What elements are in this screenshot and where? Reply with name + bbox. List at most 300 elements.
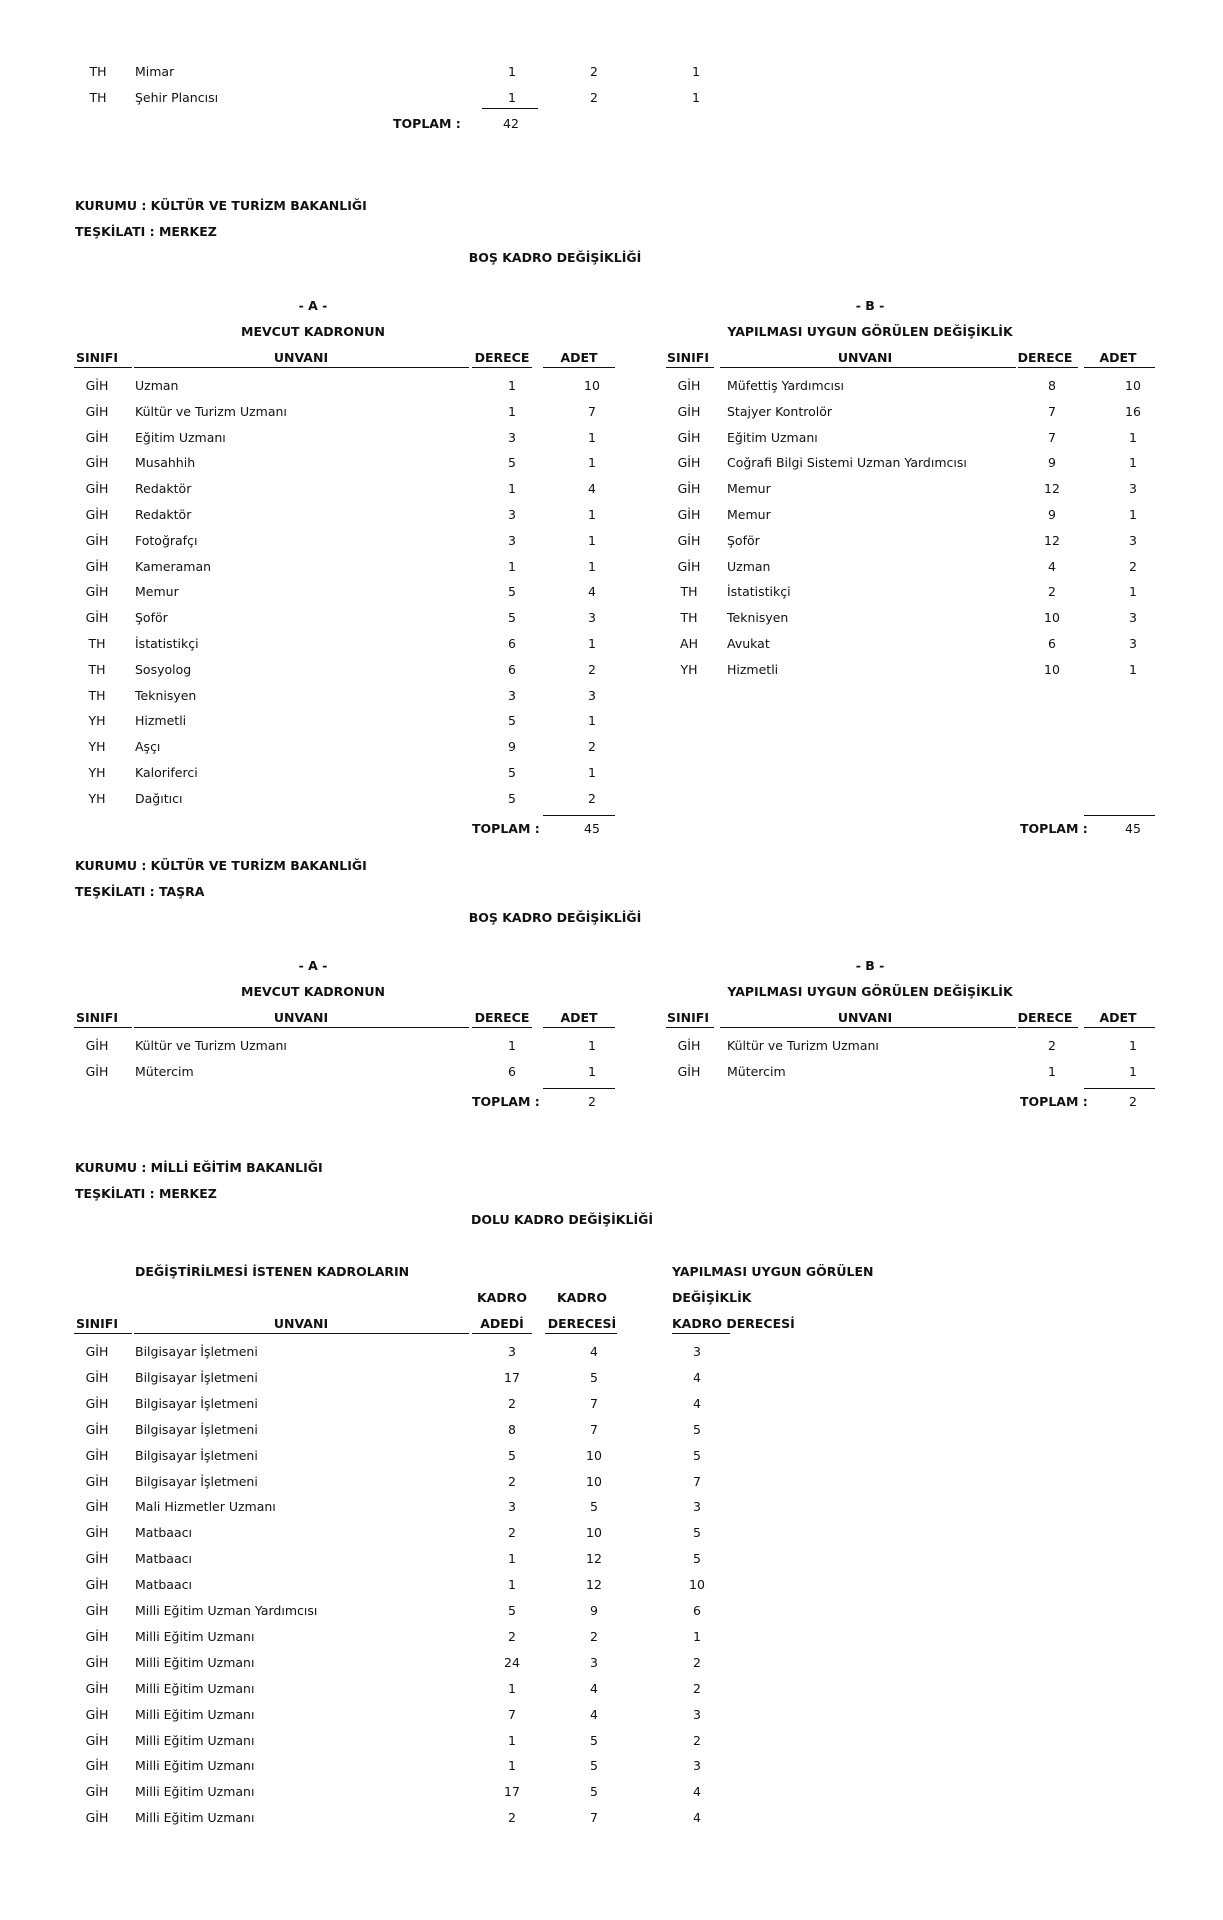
row-adedi: 3 — [508, 1344, 516, 1359]
row-class: GİH — [85, 1810, 109, 1826]
row-class: GİH — [85, 455, 109, 471]
row-class: GİH — [85, 1758, 109, 1774]
header-rule — [543, 1027, 615, 1028]
row-derece: 3 — [508, 532, 516, 548]
row-adet: 1 — [1129, 429, 1137, 445]
row-value: 1 — [508, 64, 516, 79]
total-rule — [1084, 1088, 1155, 1089]
row-class: GİH — [85, 481, 109, 497]
row-title: İstatistikçi — [135, 636, 199, 651]
col-header-unvani: UNVANI — [273, 1316, 329, 1331]
row-title: Uzman — [727, 558, 771, 574]
row-adedi: 1 — [508, 1758, 516, 1774]
row-derece: 5 — [508, 713, 516, 729]
row-derece: 1 — [508, 481, 516, 497]
col-header-adedi: ADEDİ — [480, 1316, 524, 1331]
right-heading: YAPILMASI UYGUN GÖRÜLEN — [672, 1264, 874, 1279]
row-class: GİH — [677, 1038, 701, 1053]
header-rule — [720, 1027, 1016, 1028]
row-title: Stajyer Kontrolör — [727, 403, 832, 419]
row-derecesi: 10 — [586, 1447, 602, 1463]
row-title: Teknisyen — [727, 610, 789, 626]
row-derece: 7 — [1048, 429, 1056, 445]
row-adedi: 2 — [508, 1628, 516, 1644]
row-class: GİH — [85, 1525, 109, 1541]
row-new-derece: 4 — [693, 1810, 701, 1826]
row-adet: 7 — [588, 403, 596, 419]
right-heading: DEĞİŞİKLİK — [672, 1290, 752, 1305]
row-title: Aşçı — [135, 739, 161, 755]
row-derecesi: 9 — [590, 1603, 598, 1618]
row-adedi: 7 — [508, 1706, 516, 1722]
row-derece: 6 — [508, 1063, 516, 1079]
header-rule — [666, 367, 714, 368]
row-title: Mimar — [135, 64, 175, 79]
row-title: Milli Eğitim Uzmanı — [135, 1680, 255, 1696]
row-new-derece: 4 — [693, 1784, 701, 1800]
row-new-derece: 4 — [693, 1395, 701, 1411]
row-new-derece: 5 — [693, 1421, 701, 1437]
row-title: Memur — [727, 481, 771, 497]
row-title: Müfettiş Yardımcısı — [727, 378, 844, 393]
row-adet: 1 — [588, 558, 596, 574]
row-derece: 7 — [1048, 403, 1056, 419]
row-derece: 6 — [508, 661, 516, 677]
row-derece: 8 — [1048, 378, 1056, 393]
row-class: GİH — [85, 1369, 109, 1385]
row-adedi: 2 — [508, 1473, 516, 1489]
row-adet: 10 — [1125, 378, 1141, 393]
row-derecesi: 4 — [590, 1344, 598, 1359]
total-rule — [1084, 815, 1155, 816]
row-title: Kültür ve Turizm Uzmanı — [727, 1038, 879, 1053]
row-class: GİH — [85, 1680, 109, 1696]
row-new-derece: 2 — [693, 1680, 701, 1696]
row-adedi: 2 — [508, 1395, 516, 1411]
row-adet: 16 — [1125, 403, 1141, 419]
row-derecesi: 5 — [590, 1499, 598, 1515]
row-adet: 1 — [1129, 507, 1137, 522]
row-new-derece: 1 — [693, 1628, 701, 1644]
row-class: GİH — [677, 507, 701, 522]
row-new-derece: 5 — [693, 1525, 701, 1541]
row-adet: 3 — [588, 687, 596, 703]
row-class: GİH — [85, 429, 109, 445]
col-header-unvani: UNVANI — [273, 350, 329, 365]
row-title: Eğitim Uzmanı — [135, 429, 226, 445]
row-adet: 3 — [1129, 636, 1137, 651]
row-class: GİH — [677, 481, 701, 497]
row-adedi: 1 — [508, 1551, 516, 1567]
row-title: Sosyolog — [135, 661, 192, 677]
row-title: Mütercim — [135, 1063, 194, 1079]
row-title: İstatistikçi — [727, 584, 791, 600]
panel-b-heading: YAPILMASI UYGUN GÖRÜLEN DEĞİŞİKLİK — [727, 984, 1013, 999]
left-heading: DEĞİŞTİRİLMESİ İSTENEN KADROLARIN — [135, 1264, 410, 1279]
row-derece: 1 — [1048, 1063, 1056, 1079]
row-title: Şehir Plancısı — [135, 90, 219, 105]
row-title: Redaktör — [135, 507, 192, 522]
total-label: TOPLAM : — [472, 820, 540, 836]
row-new-derece: 6 — [693, 1603, 701, 1618]
row-title: Fotoğrafçı — [135, 532, 198, 548]
row-adet: 1 — [1129, 1063, 1137, 1079]
row-title: Kameraman — [135, 558, 212, 574]
row-derece: 1 — [508, 558, 516, 574]
col-header-derece: DERECE — [1017, 1010, 1073, 1025]
row-new-derece: 5 — [693, 1447, 701, 1463]
header-rule — [74, 1333, 132, 1334]
row-class: GİH — [85, 1038, 109, 1053]
col-header-sinifi: SINIFI — [76, 1010, 118, 1025]
row-derecesi: 5 — [590, 1369, 598, 1385]
row-derecesi: 7 — [590, 1421, 598, 1437]
row-title: Kaloriferci — [135, 765, 198, 780]
row-derecesi: 5 — [590, 1758, 598, 1774]
row-adedi: 1 — [508, 1732, 516, 1748]
row-title: Bilgisayar İşletmeni — [135, 1369, 258, 1385]
header-rule — [1084, 1027, 1155, 1028]
row-class: GİH — [85, 1577, 109, 1593]
col-header-kadro: KADRO — [477, 1290, 527, 1305]
row-title: Milli Eğitim Uzman Yardımcısı — [135, 1603, 318, 1618]
row-adet: 1 — [588, 507, 596, 522]
total-value: 2 — [588, 1093, 596, 1109]
row-class: GİH — [85, 378, 109, 393]
panel-a-marker: - A - — [298, 298, 328, 313]
panel-a-marker: - A - — [298, 958, 328, 973]
row-class: YH — [88, 765, 106, 780]
row-class: GİH — [677, 403, 701, 419]
row-derece: 10 — [1044, 610, 1060, 626]
row-title: Bilgisayar İşletmeni — [135, 1447, 258, 1463]
row-title: Bilgisayar İşletmeni — [135, 1344, 258, 1359]
row-title: Matbaacı — [135, 1577, 192, 1593]
row-title: Coğrafi Bilgi Sistemi Uzman Yardımcısı — [727, 455, 967, 471]
row-derecesi: 5 — [590, 1784, 598, 1800]
row-title: Hizmetli — [727, 661, 779, 677]
row-class: GİH — [85, 403, 109, 419]
row-derece: 1 — [508, 403, 516, 419]
row-class: GİH — [85, 1732, 109, 1748]
row-class: GİH — [85, 1603, 109, 1618]
header-rule — [134, 1027, 469, 1028]
row-title: Milli Eğitim Uzmanı — [135, 1706, 255, 1722]
row-class: GİH — [677, 378, 701, 393]
col-header-unvani: UNVANI — [273, 1010, 329, 1025]
row-title: Uzman — [135, 378, 179, 393]
header-rule — [1018, 367, 1078, 368]
row-title: Kültür ve Turizm Uzmanı — [135, 1038, 287, 1053]
row-title: Dağıtıcı — [135, 790, 183, 806]
right-heading: KADRO DERECESİ — [672, 1316, 795, 1331]
row-class: GİH — [677, 1063, 701, 1079]
panel-a-heading: MEVCUT KADRONUN — [241, 324, 385, 339]
col-header-adet: ADET — [560, 350, 598, 365]
col-header-derece: DERECE — [474, 350, 530, 365]
row-title: Milli Eğitim Uzmanı — [135, 1810, 255, 1826]
row-title: Matbaacı — [135, 1525, 192, 1541]
row-title: Redaktör — [135, 481, 192, 497]
row-value: 1 — [508, 90, 516, 105]
row-derece: 5 — [508, 765, 516, 780]
row-adedi: 1 — [508, 1680, 516, 1696]
row-class: GİH — [85, 1344, 109, 1359]
col-header-kadro: KADRO — [557, 1290, 607, 1305]
row-class: GİH — [85, 1784, 109, 1800]
total-value: 45 — [584, 820, 600, 836]
ministry-line: KURUMU : KÜLTÜR VE TURİZM BAKANLIĞI — [75, 198, 367, 213]
row-adedi: 3 — [508, 1499, 516, 1515]
row-derece: 9 — [1048, 507, 1056, 522]
row-new-derece: 3 — [693, 1758, 701, 1774]
row-derecesi: 7 — [590, 1810, 598, 1826]
row-derece: 12 — [1044, 532, 1060, 548]
header-rule — [134, 1333, 469, 1334]
row-adet: 1 — [588, 636, 596, 651]
row-adedi: 2 — [508, 1810, 516, 1826]
row-derece: 5 — [508, 584, 516, 600]
row-derece: 6 — [508, 636, 516, 651]
row-derece: 1 — [508, 378, 516, 393]
row-new-derece: 4 — [693, 1369, 701, 1385]
total-rule — [543, 815, 615, 816]
row-title: Avukat — [727, 636, 770, 651]
row-adet: 1 — [1129, 455, 1137, 471]
row-derece: 3 — [508, 507, 516, 522]
row-derecesi: 12 — [586, 1577, 602, 1593]
col-header-unvani: UNVANI — [837, 350, 893, 365]
organization-line: TEŞKİLATI : MERKEZ — [75, 224, 217, 239]
row-derece: 2 — [1048, 1038, 1056, 1053]
row-derece: 12 — [1044, 481, 1060, 497]
col-header-sinifi: SINIFI — [76, 1316, 118, 1331]
row-new-derece: 3 — [693, 1706, 701, 1722]
organization-line: TEŞKİLATI : MERKEZ — [75, 1186, 217, 1201]
row-adet: 1 — [1129, 1038, 1137, 1053]
row-title: Bilgisayar İşletmeni — [135, 1473, 258, 1489]
row-class: GİH — [85, 558, 109, 574]
row-title: Milli Eğitim Uzmanı — [135, 1628, 255, 1644]
row-class: YH — [88, 790, 106, 806]
row-class: GİH — [85, 532, 109, 548]
row-adedi: 2 — [508, 1525, 516, 1541]
panel-b-marker: - B - — [855, 298, 885, 313]
row-class: GİH — [85, 1551, 109, 1567]
row-adet: 1 — [1129, 584, 1137, 600]
row-class: GİH — [85, 610, 109, 626]
row-value: 2 — [590, 64, 598, 79]
header-rule — [720, 367, 1016, 368]
row-new-derece: 2 — [693, 1654, 701, 1670]
row-class: GİH — [85, 1447, 109, 1463]
row-class: GİH — [85, 1063, 109, 1079]
row-class: TH — [680, 584, 698, 600]
total-value: 42 — [503, 116, 519, 131]
row-value: 2 — [590, 90, 598, 105]
panel-b-heading: YAPILMASI UYGUN GÖRÜLEN DEĞİŞİKLİK — [727, 324, 1013, 339]
col-header-unvani: UNVANI — [837, 1010, 893, 1025]
row-class: GİH — [677, 532, 701, 548]
row-derecesi: 10 — [586, 1525, 602, 1541]
row-class: YH — [680, 661, 698, 677]
row-title: Milli Eğitim Uzmanı — [135, 1758, 255, 1774]
row-title: Kültür ve Turizm Uzmanı — [135, 403, 287, 419]
row-class: TH — [88, 636, 106, 651]
row-derece: 5 — [508, 790, 516, 806]
row-adet: 1 — [1129, 661, 1137, 677]
row-new-derece: 5 — [693, 1551, 701, 1567]
row-adedi: 17 — [504, 1369, 520, 1385]
row-new-derece: 2 — [693, 1732, 701, 1748]
row-adedi: 24 — [504, 1654, 520, 1670]
row-derece: 2 — [1048, 584, 1056, 600]
row-class: GİH — [85, 1473, 109, 1489]
row-title: Memur — [135, 584, 179, 600]
row-title: Mütercim — [727, 1063, 786, 1079]
row-new-derece: 7 — [693, 1473, 701, 1489]
row-adet: 1 — [588, 1038, 596, 1053]
col-header-derecesi: DERECESİ — [547, 1316, 617, 1331]
row-class: GİH — [677, 558, 701, 574]
row-derece: 5 — [508, 455, 516, 471]
row-class: GİH — [85, 1628, 109, 1644]
row-adet: 3 — [1129, 610, 1137, 626]
row-derece: 3 — [508, 429, 516, 445]
row-title: Milli Eğitim Uzmanı — [135, 1732, 255, 1748]
section-title: BOŞ KADRO DEĞİŞİKLİĞİ — [468, 910, 642, 925]
col-header-sinifi: SINIFI — [667, 1010, 709, 1025]
row-class: TH — [89, 64, 107, 79]
row-adet: 3 — [1129, 481, 1137, 497]
total-rule — [543, 1088, 615, 1089]
row-adet: 1 — [588, 429, 596, 445]
row-adet: 2 — [588, 790, 596, 806]
row-adedi: 8 — [508, 1421, 516, 1437]
row-adet: 2 — [588, 739, 596, 755]
row-class: TH — [88, 687, 106, 703]
row-derecesi: 10 — [586, 1473, 602, 1489]
row-class: GİH — [85, 507, 109, 522]
row-adet: 1 — [588, 713, 596, 729]
row-title: Bilgisayar İşletmeni — [135, 1395, 258, 1411]
row-class: GİH — [85, 1654, 109, 1670]
row-adedi: 5 — [508, 1603, 516, 1618]
header-rule — [74, 1027, 132, 1028]
row-class: TH — [680, 610, 698, 626]
header-rule — [543, 367, 615, 368]
row-adet: 1 — [588, 532, 596, 548]
ministry-line: KURUMU : KÜLTÜR VE TURİZM BAKANLIĞI — [75, 858, 367, 873]
row-derecesi: 4 — [590, 1706, 598, 1722]
col-header-adet: ADET — [560, 1010, 598, 1025]
row-title: Hizmetli — [135, 713, 187, 729]
row-derece: 4 — [1048, 558, 1056, 574]
col-header-sinifi: SINIFI — [76, 350, 118, 365]
col-header-sinifi: SINIFI — [667, 350, 709, 365]
header-rule — [1084, 367, 1155, 368]
row-adet: 1 — [588, 455, 596, 471]
row-derece: 6 — [1048, 636, 1056, 651]
row-adet: 3 — [1129, 532, 1137, 548]
header-rule — [1018, 1027, 1078, 1028]
total-value: 2 — [1129, 1093, 1137, 1109]
row-class: GİH — [85, 1499, 109, 1515]
row-new-derece: 3 — [693, 1344, 701, 1359]
row-title: Milli Eğitim Uzmanı — [135, 1784, 255, 1800]
row-derecesi: 3 — [590, 1654, 598, 1670]
row-derecesi: 4 — [590, 1680, 598, 1696]
section-title: DOLU KADRO DEĞİŞİKLİĞİ — [470, 1212, 654, 1227]
panel-b-marker: - B - — [855, 958, 885, 973]
row-adedi: 17 — [504, 1784, 520, 1800]
row-class: GİH — [677, 429, 701, 445]
ministry-line: KURUMU : MİLLİ EĞİTİM BAKANLIĞI — [75, 1160, 323, 1175]
row-derece: 9 — [1048, 455, 1056, 471]
row-class: TH — [89, 90, 107, 105]
row-value: 1 — [692, 64, 700, 79]
header-rule — [74, 367, 132, 368]
row-title: Eğitim Uzmanı — [727, 429, 818, 445]
header-rule — [472, 1027, 532, 1028]
row-title: Şoför — [135, 610, 168, 626]
row-new-derece: 3 — [693, 1499, 701, 1515]
header-rule — [472, 1333, 532, 1334]
row-title: Memur — [727, 507, 771, 522]
panel-a-heading: MEVCUT KADRONUN — [241, 984, 385, 999]
total-value: 45 — [1125, 820, 1141, 836]
header-rule — [472, 367, 532, 368]
row-title: Teknisyen — [135, 687, 197, 703]
row-class: GİH — [85, 1395, 109, 1411]
header-rule — [672, 1333, 730, 1334]
col-header-adet: ADET — [1099, 1010, 1137, 1025]
total-label: TOPLAM : — [393, 116, 461, 131]
section-title: BOŞ KADRO DEĞİŞİKLİĞİ — [468, 250, 642, 265]
row-class: GİH — [677, 455, 701, 471]
row-adet: 4 — [588, 481, 596, 497]
row-derece: 9 — [508, 739, 516, 755]
organization-line: TEŞKİLATI : TAŞRA — [75, 884, 205, 899]
row-adet: 2 — [588, 661, 596, 677]
row-adedi: 5 — [508, 1447, 516, 1463]
row-title: Milli Eğitim Uzmanı — [135, 1654, 255, 1670]
col-header-derece: DERECE — [1017, 350, 1073, 365]
row-value: 1 — [692, 90, 700, 105]
row-derece: 3 — [508, 687, 516, 703]
row-title: Mali Hizmetler Uzmanı — [135, 1499, 276, 1515]
header-rule — [134, 367, 469, 368]
row-adedi: 1 — [508, 1577, 516, 1593]
row-adet: 1 — [588, 765, 596, 780]
row-adet: 3 — [588, 610, 596, 626]
row-class: GİH — [85, 1421, 109, 1437]
row-new-derece: 10 — [689, 1577, 705, 1593]
row-class: YH — [88, 713, 106, 729]
row-derece: 10 — [1044, 661, 1060, 677]
row-derecesi: 2 — [590, 1628, 598, 1644]
row-adet: 2 — [1129, 558, 1137, 574]
row-title: Bilgisayar İşletmeni — [135, 1421, 258, 1437]
row-adet: 4 — [588, 584, 596, 600]
total-rule — [482, 108, 538, 109]
row-title: Şoför — [727, 532, 760, 548]
row-class: GİH — [85, 584, 109, 600]
total-label: TOPLAM : — [1020, 1093, 1088, 1109]
header-rule — [545, 1333, 617, 1334]
row-class: AH — [680, 636, 698, 651]
row-class: GİH — [85, 1706, 109, 1722]
